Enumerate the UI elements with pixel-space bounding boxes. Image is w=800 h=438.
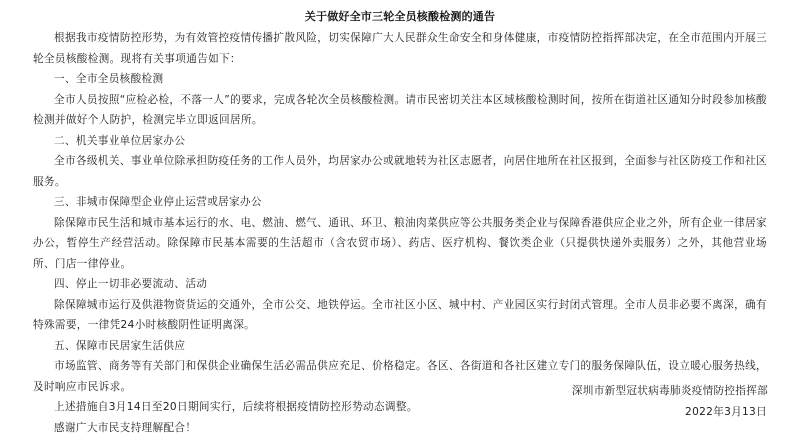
- notice-document: [33, 8, 767, 438]
- issue-date: 2022年3月13日: [685, 402, 767, 422]
- section-body: 全市人员按照“应检必检，不落一人”的要求，完成各轮次全员核酸检测。请市民密切关注本区域核酸检测时间，按所在街道社区通知分时段参加核酸检测并做好个人防护，检测完毕立即返回居所。: [33, 90, 767, 131]
- section-body: 除保障市民生活和城市基本运行的水、电、燃油、燃气、通讯、环卫、粮油肉菜供应等公共服务类企业与保障香港供应企业之外，所有企业一律居家办公，暂停生产经营活动。除保障市民基本需要的生活超市（含农贸市场）、药店、医疗机构、餐饮类企业（只提供快递外卖服务）之外，其他营业场所、门店一律停业。: [33, 213, 767, 275]
- section-3: [33, 192, 767, 274]
- section-1: [33, 69, 767, 131]
- thanks-line: 感谢广大市民支持理解配合！: [33, 418, 767, 438]
- section-heading: 四、停止一切非必要流动、活动: [33, 274, 767, 295]
- section-body: 市场监管、商务等有关部门和保供企业确保生活必需品供应充足、价格稳定。各区、各街道和各社区建立专门的服务保障队伍，设立暖心服务热线，及时响应市民诉求。: [33, 356, 767, 397]
- section-2: [33, 131, 767, 193]
- section-body: 除保障城市运行及供港物资货运的交通外，全市公交、地铁停运。全市社区小区、城中村、产业园区实行封闭式管理。全市人员非必要不离深，确有特殊需要，一律凭24小时核酸阴性证明离深。: [33, 295, 767, 336]
- period-notice: 上述措施自3月14日至20日期间实行，后续将根据疫情防控形势动态调整。: [33, 397, 767, 418]
- issuer-signature: 深圳市新型冠状病毒肺炎疫情防控指挥部: [572, 381, 768, 401]
- document-title: 关于做好全市三轮全员核酸检测的通告: [33, 8, 767, 26]
- section-heading: 五、保障市民居家生活供应: [33, 336, 767, 357]
- section-4: [33, 274, 767, 336]
- section-heading: 一、全市全员核酸检测: [33, 69, 767, 90]
- intro-paragraph: 根据我市疫情防控形势，为有效管控疫情传播扩散风险，切实保障广大人民群众生命安全和身体健康，市疫情防控指挥部决定，在全市范围内开展三轮全员核酸检测。现将有关事项通告如下：: [33, 28, 767, 69]
- section-body: 全市各级机关、事业单位除承担防疫任务的工作人员外，均居家办公或就地转为社区志愿者，向居住地所在社区报到，全面参与社区防疫工作和社区服务。: [33, 151, 767, 192]
- section-heading: 三、非城市保障型企业停止运营或居家办公: [33, 192, 767, 213]
- section-heading: 二、机关事业单位居家办公: [33, 131, 767, 152]
